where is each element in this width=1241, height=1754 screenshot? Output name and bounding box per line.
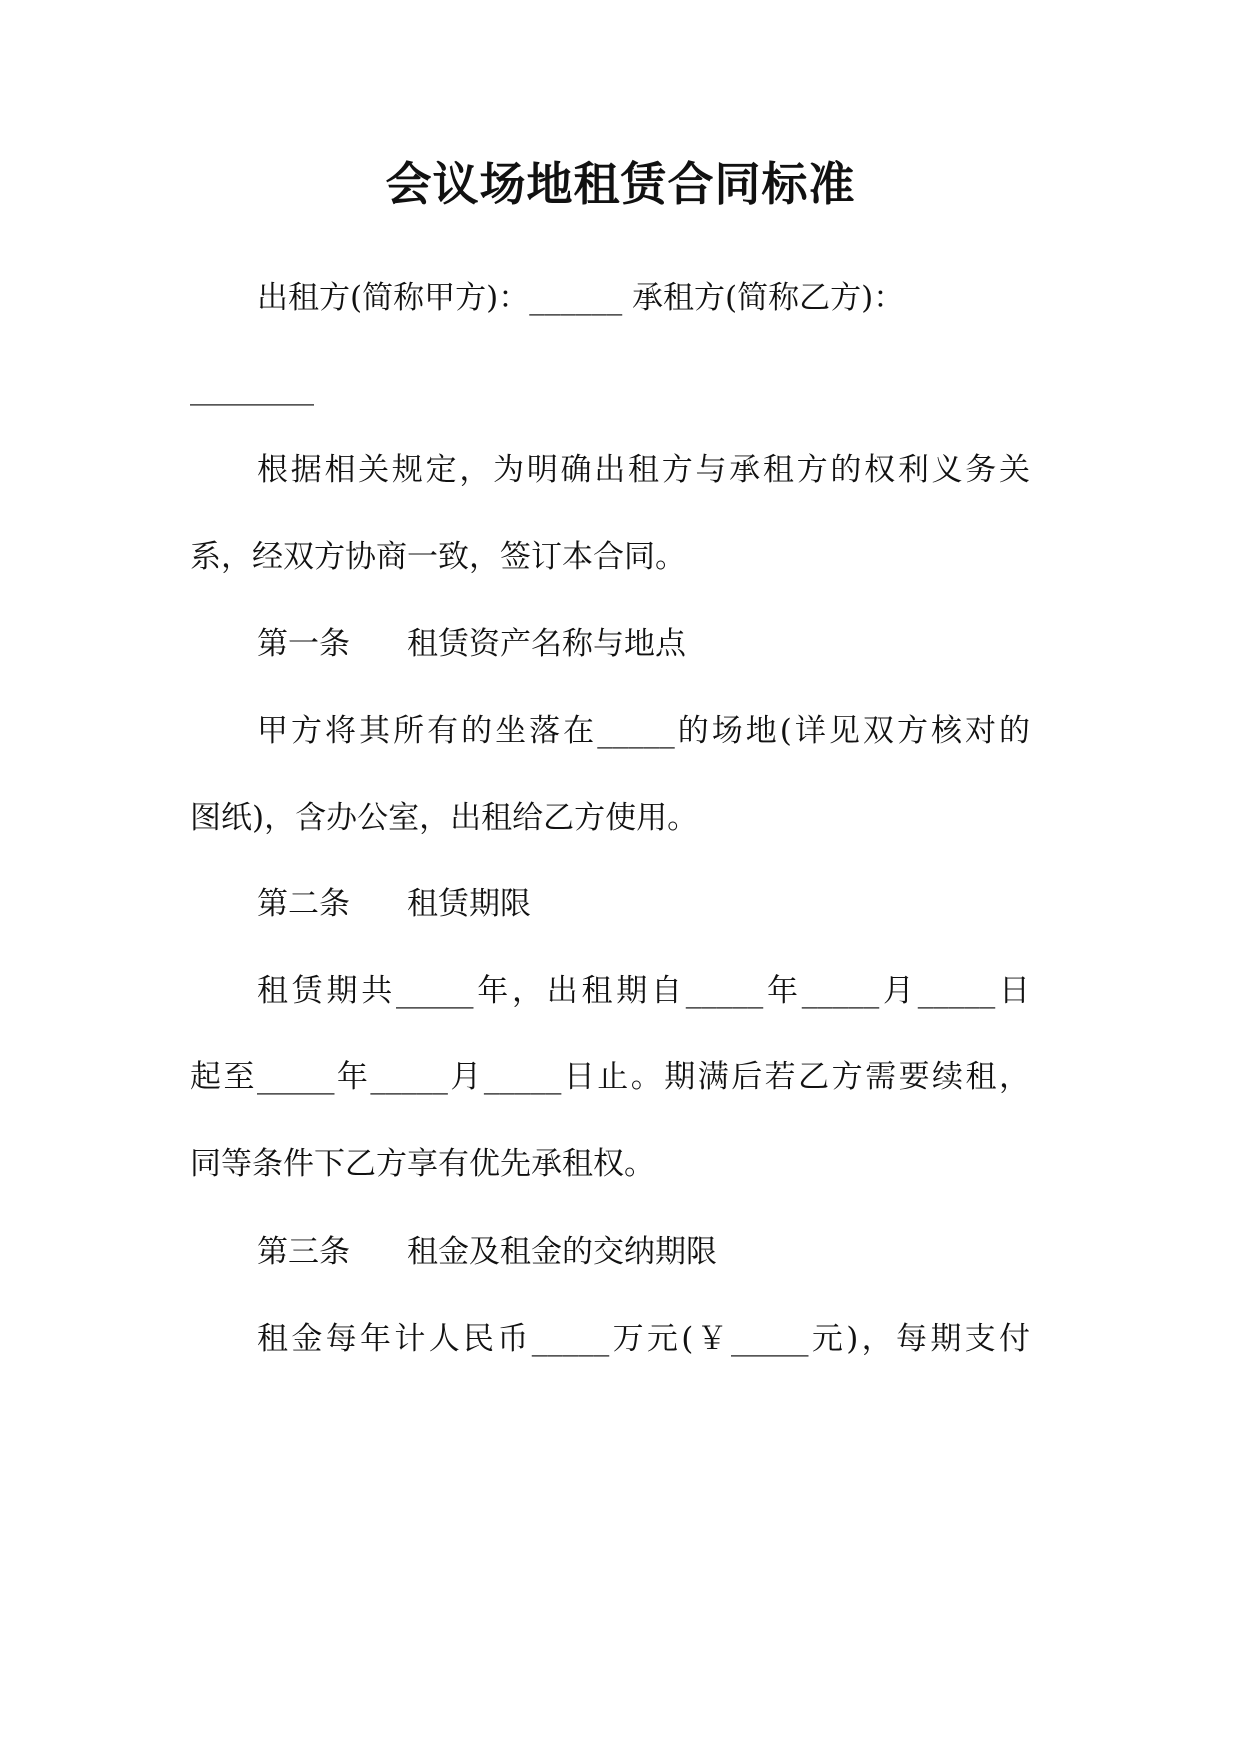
article-2-line-2: 起至_____年_____月_____日止。期满后若乙方需要续租， bbox=[190, 1059, 1030, 1095]
article-1-heading bbox=[257, 622, 1030, 666]
article-2-title: 租赁期限 bbox=[407, 886, 531, 922]
article-3-line-1: 租金每年计人民币_____万元(￥_____元)，每期支付 bbox=[257, 1321, 1030, 1357]
lessee-blank-line: ________ bbox=[190, 370, 314, 406]
article-1-line-1: 甲方将其所有的坐落在_____的场地(详见双方核对的 bbox=[257, 713, 1030, 749]
parties-line: 出租方(简称甲方)：______ 承租方(简称乙方)： bbox=[257, 280, 905, 316]
article-1-number: 第一条 bbox=[257, 626, 350, 662]
article-1-title: 租赁资产名称与地点 bbox=[407, 626, 686, 662]
document-title: 会议场地租赁合同标准 bbox=[385, 157, 856, 211]
article-2-line-3: 同等条件下乙方享有优先承租权。 bbox=[190, 1146, 655, 1182]
preamble-line-1: 根据相关规定，为明确出租方与承租方的权利义务关 bbox=[257, 452, 1030, 488]
article-3-heading bbox=[257, 1230, 1030, 1274]
article-3-number: 第三条 bbox=[257, 1234, 350, 1270]
article-1-line-2: 图纸)，含办公室，出租给乙方使用。 bbox=[190, 800, 699, 836]
article-2-number: 第二条 bbox=[257, 886, 350, 922]
preamble-line-2: 系，经双方协商一致，签订本合同。 bbox=[190, 539, 686, 575]
article-3-title: 租金及租金的交纳期限 bbox=[407, 1234, 717, 1270]
article-2-heading bbox=[257, 882, 1030, 926]
article-2-line-1: 租赁期共_____年，出租期自_____年_____月_____日 bbox=[257, 973, 1030, 1009]
